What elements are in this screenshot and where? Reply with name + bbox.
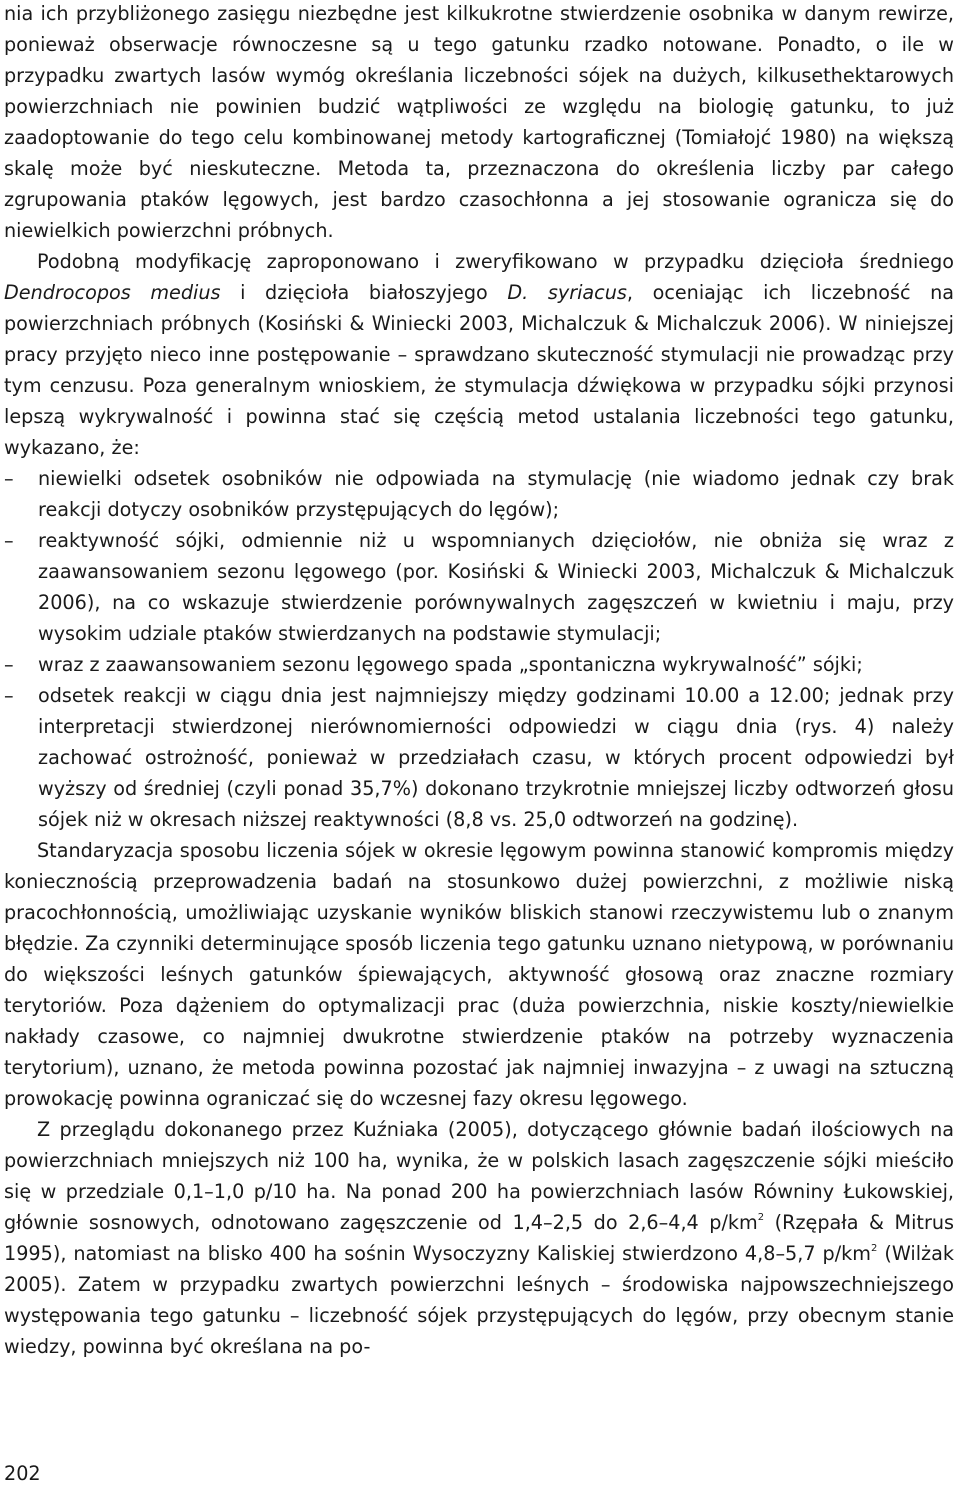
list-item	[4, 463, 954, 525]
list-item-text: niewielki odsetek osobników nie odpowiada na stymulację (nie wiadomo jednak czy brak reakcji dotyczy osobników przystępujących do lęgów);	[38, 467, 954, 521]
page-number: 202	[4, 1462, 41, 1485]
paragraph-3: Standaryzacja sposobu liczenia sójek w okresie lęgowym powinna stanowić kompromis między koniecznością przeprowadzenia badań na stosunkowo dużej powierzchni, z możliwie niską pracochłonnością, umożliwiając uzyskanie wyników bliskich stanowi rzeczywistemu lub o znanym błędzie. Za czynniki determinujące sposób liczenia tego gatunku uznano nietypową, w porównaniu do większości leśnych gatunków śpiewających, aktywność głosową oraz znaczne rozmiary terytoriów. Poza dążeniem do optymalizacji prac (duża powierzchnia, niskie koszty/niewielkie nakłady czasowe, co najmniej dwukrotne stwierdzenie ptaków na potrzeby wyznaczenia terytorium), uznano, że metoda powinna pozostać jak najmniej inwazyjna – z uwagi na sztuczną prowokację powinna ograniczać się do wczesnej fazy okresu lęgowego.	[4, 839, 954, 1110]
dash-marker: –	[4, 684, 14, 707]
dash-marker: –	[4, 529, 14, 552]
species-name-dendrocopos-medius: Dendrocopos medius	[4, 281, 221, 304]
superscript-2: 2	[870, 1243, 878, 1254]
paragraph-2	[4, 246, 954, 463]
findings-list	[4, 463, 954, 835]
paragraph-2-text-b: i dzięcioła białoszyjego	[220, 281, 508, 304]
dash-marker: –	[4, 467, 14, 490]
species-name-d-syriacus: D. syriacus	[507, 281, 627, 304]
list-item-text: reaktywność sójki, odmiennie niż u wspomnianych dzięciołów, nie obniża się wraz z zaawansowaniem sezonu lęgowego (por. Kosiński & Winiecki 2003, Michalczuk & Michalczuk 2006), na co wskazuje stwierdzenie porównywalnych zagęszczeń w kwietniu i maju, przy wysokim udziale ptaków stwierdzanych na podstawie stymulacji;	[38, 529, 954, 645]
paragraph-4	[4, 1114, 954, 1362]
page-body	[4, 0, 954, 1362]
superscript-2: 2	[757, 1212, 765, 1223]
paragraph-4-text-c: (Wilżak 2005). Zatem w przypadku zwartych powierzchni leśnych – środowiska najpowszechniejszego występowania tego gatunku – liczebność sójek przystępujących do lęgów, przy obecnym stanie wiedzy, powinna być określana na po-	[4, 1242, 954, 1358]
paragraph-2-text-c: , oceniając ich liczebność na powierzchniach próbnych (Kosiński & Winiecki 2003, Michalczuk & Michalczuk 2006). W niniejszej pracy przyjęto nieco inne postępowanie – sprawdzano skuteczność stymulacji nie prowadząc przy tym cenzusu. Poza generalnym wnioskiem, że stymulacja dźwiękowa w przypadku sójki przynosi lepszą wykrywalność i powinna stać się częścią metod ustalania liczebności tego gatunku, wykazano, że:	[4, 281, 955, 459]
dash-marker: –	[4, 653, 14, 676]
list-item	[4, 649, 954, 680]
paragraph-1: nia ich przybliżonego zasięgu niezbędne jest kilkukrotne stwierdzenie osobnika w danym rewirze, ponieważ obserwacje równoczesne są u tego gatunku rzadko notowane. Ponadto, o ile w przypadku zwartych lasów wymóg określania liczebności sójek na dużych, kilkusethektarowych powierzchniach nie powinien budzić wątpliwości ze względu na biologię gatunku, to już zaadoptowanie do tego celu kombinowanej metody kartograficznej (Tomiałojć 1980) na większą skalę może być nieskuteczne. Metoda ta, przeznaczona do określenia liczby par całego zgrupowania ptaków lęgowych, jest bardzo czasochłonna a jej stosowanie ogranicza się do niewielkich powierzchni próbnych.	[4, 2, 954, 242]
paragraph-4-text-b: (Rzępała & Mitrus 1995), natomiast na blisko 400 ha sośnin Wysoczyzny Kaliskiej stwierdzono 4,8–5,7 p/km	[4, 1211, 954, 1265]
list-item	[4, 680, 954, 835]
paragraph-2-text-a: Podobną modyfikację zaproponowano i zweryfikowano w przypadku dzięcioła średniego	[37, 250, 954, 273]
list-item-text: odsetek reakcji w ciągu dnia jest najmniejszy między godzinami 10.00 a 12.00; jednak przy interpretacji stwierdzonej nierównomierności odpowiedzi w ciągu dnia (rys. 4) należy zachować ostrożność, ponieważ w przedziałach czasu, w których procent odpowiedzi był wyższy od średniej (czyli ponad 35,7%) dokonano trzykrotnie mniejszej liczby odtworzeń głosu sójek niż w okresach niższej reaktywności (8,8 vs. 25,0 odtworzeń na godzinę).	[38, 684, 954, 831]
list-item-text: wraz z zaawansowaniem sezonu lęgowego spada „spontaniczna wykrywalność” sójki;	[38, 653, 863, 676]
paragraph-4-text-a: Z przeglądu dokonanego przez Kuźniaka (2005), dotyczącego głównie badań ilościowych na powierzchniach mniejszych niż 100 ha, wynika, że w polskich lasach zagęszczenie sójki mieściło się w przedziale 0,1–1,0 p/10 ha. Na ponad 200 ha powierzchniach lasów Równiny Łukowskiej, głównie sosnowych, odnotowano zagęszczenie od 1,4–2,5 do 2,6–4,4 p/km	[4, 1118, 954, 1234]
list-item	[4, 525, 954, 649]
